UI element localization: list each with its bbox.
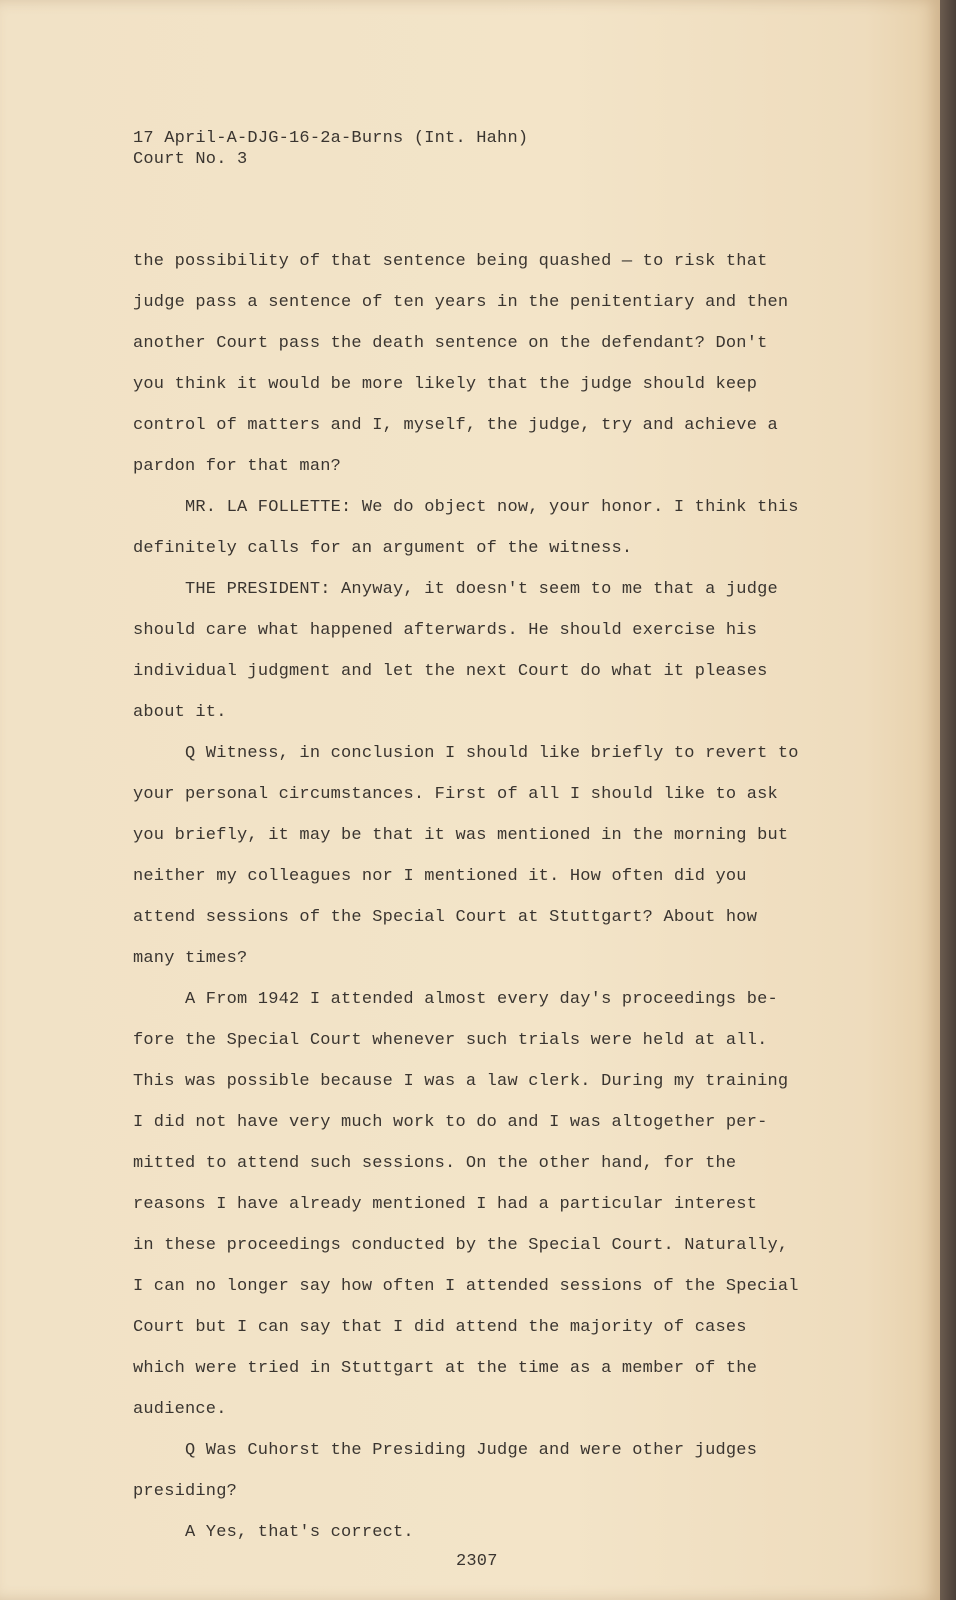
transcript-line: Court but I can say that I did attend the majority of cases [133, 1318, 747, 1337]
document-header [133, 128, 528, 170]
transcript-line: audience. [133, 1400, 227, 1419]
transcript-line: THE PRESIDENT: Anyway, it doesn't seem to me that a judge [185, 580, 778, 599]
page-number: 2307 [456, 1552, 498, 1571]
header-line-1: 17 April-A-DJG-16-2a-Burns (Int. Hahn) [133, 129, 529, 148]
transcript-line: A Yes, that's correct. [185, 1523, 414, 1542]
transcript-line: about it. [133, 703, 227, 722]
transcript-line: I can no longer say how often I attended sessions of the Special [133, 1277, 799, 1296]
transcript-line: fore the Special Court whenever such trials were held at all. [133, 1031, 768, 1050]
transcript-line: judge pass a sentence of ten years in the penitentiary and then [133, 293, 789, 312]
transcript-line: definitely calls for an argument of the witness. [133, 539, 633, 558]
transcript-line: in these proceedings conducted by the Special Court. Naturally, [133, 1236, 789, 1255]
transcript-body [133, 250, 833, 1562]
transcript-line: another Court pass the death sentence on the defendant? Don't [133, 334, 768, 353]
transcript-line: Q Was Cuhorst the Presiding Judge and were other judges [185, 1441, 758, 1460]
transcript-line: you think it would be more likely that the judge should keep [133, 375, 758, 394]
transcript-line: Q Witness, in conclusion I should like briefly to revert to [185, 744, 799, 763]
transcript-line: should care what happened afterwards. He should exercise his [133, 621, 758, 640]
transcript-line: neither my colleagues nor I mentioned it. How often did you [133, 867, 747, 886]
transcript-line: MR. LA FOLLETTE: We do object now, your honor. I think this [185, 498, 799, 517]
transcript-line: attend sessions of the Special Court at Stuttgart? About how [133, 908, 758, 927]
transcript-line: many times? [133, 949, 248, 968]
header-line-2: Court No. 3 [133, 150, 248, 169]
transcript-line: presiding? [133, 1482, 238, 1501]
transcript-line: This was possible because I was a law clerk. During my training [133, 1072, 789, 1091]
transcript-line: control of matters and I, myself, the judge, try and achieve a [133, 416, 778, 435]
transcript-line: pardon for that man? [133, 457, 342, 476]
transcript-line: your personal circumstances. First of all I should like to ask [133, 785, 778, 804]
transcript-line: the possibility of that sentence being quashed — to risk that [133, 252, 768, 271]
transcript-line: which were tried in Stuttgart at the time as a member of the [133, 1359, 758, 1378]
transcript-line: individual judgment and let the next Court do what it pleases [133, 662, 768, 681]
page-edge-shadow [940, 0, 956, 1600]
transcript-line: you briefly, it may be that it was mentioned in the morning but [133, 826, 789, 845]
transcript-line: mitted to attend such sessions. On the other hand, for the [133, 1154, 737, 1173]
transcript-line: reasons I have already mentioned I had a particular interest [133, 1195, 758, 1214]
transcript-line: I did not have very much work to do and I was altogether per- [133, 1113, 768, 1132]
transcript-line: A From 1942 I attended almost every day's proceedings be- [185, 990, 778, 1009]
